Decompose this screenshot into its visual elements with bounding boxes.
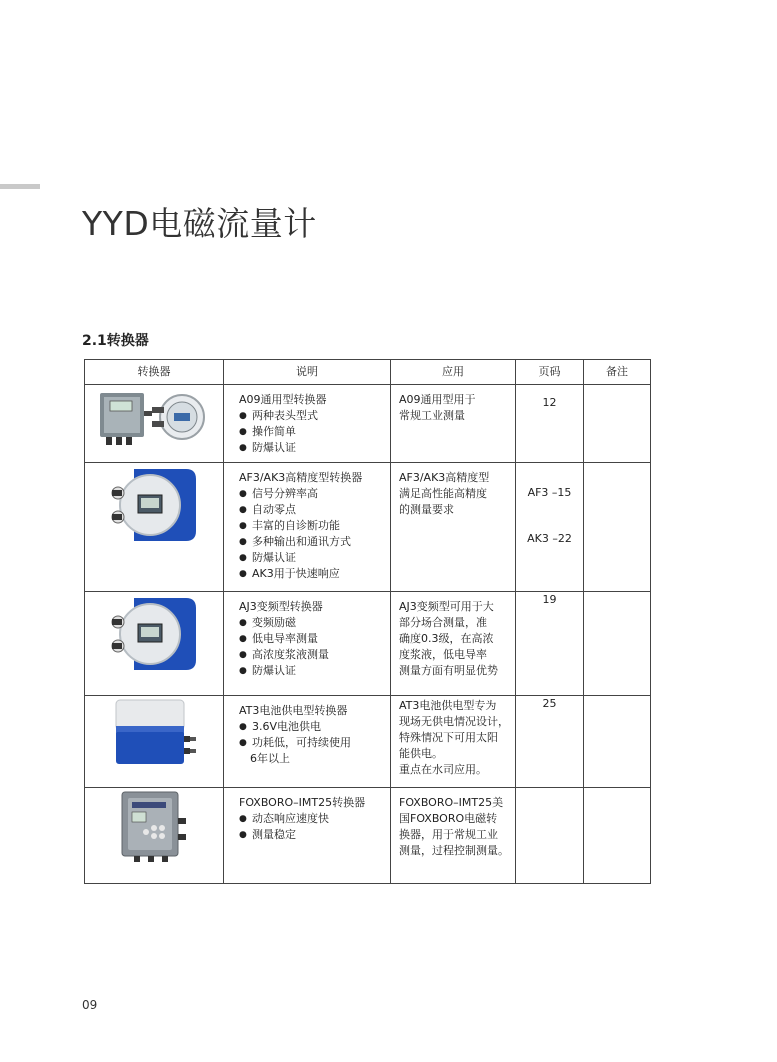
feature-item: ● 动态响应速度快 [239, 811, 382, 827]
table-row [85, 788, 651, 884]
feature-list [239, 486, 382, 582]
side-accent-bar [0, 184, 40, 189]
feature-item: ● AK3用于快速响应 [239, 566, 382, 582]
application-line: 能供电。 [399, 747, 443, 760]
aj3-converter-image [104, 592, 204, 676]
application-line: 满足高性能高精度 [399, 487, 487, 500]
feature-item: ● 两种表头型式 [239, 408, 382, 424]
table-row [85, 696, 651, 788]
feature-list [239, 615, 382, 679]
application-line: AJ3变频型可用于大 [399, 600, 494, 613]
feature-item: ● 变频励磁 [239, 615, 382, 631]
description-cell [224, 788, 391, 884]
feature-item: ● 高浓度浆液测量 [239, 647, 382, 663]
description-title: AJ3变频型转换器 [239, 600, 323, 613]
description-cell [224, 696, 391, 788]
feature-list [239, 408, 382, 456]
application-line: 测量方面有明显优势 [399, 664, 498, 677]
feature-item: ● 防爆认证 [239, 663, 382, 679]
page-title: YYD电磁流量计 [82, 204, 317, 244]
application-cell [391, 788, 516, 884]
feature-item: ● 防爆认证 [239, 440, 382, 456]
page-reference-cell [516, 592, 584, 696]
remark-cell [584, 696, 651, 788]
page-reference-cell [516, 385, 584, 463]
table-row [85, 592, 651, 696]
header-description: 说明 [224, 360, 391, 385]
description-title: A09通用型转换器 [239, 393, 327, 406]
foxboro-imt25-converter-image [114, 788, 194, 864]
header-application: 应用 [391, 360, 516, 385]
application-line: 国FOXBORO电磁转 [399, 812, 498, 825]
application-line: 常规工业测量 [399, 409, 465, 422]
application-line: A09通用型用于 [399, 393, 476, 406]
at3-converter-image [106, 696, 202, 770]
feature-item: ● 3.6V电池供电 [239, 719, 382, 735]
application-cell [391, 696, 516, 788]
page-reference: AK3 –22 [527, 532, 572, 545]
application-line: 特殊情况下可用太阳 [399, 731, 498, 744]
feature-item: ● 自动零点 [239, 502, 382, 518]
remark-cell [584, 463, 651, 592]
header-converter: 转换器 [85, 360, 224, 385]
feature-item: ● 低电导率测量 [239, 631, 382, 647]
section-title: 2.1转换器 [82, 333, 149, 349]
page-reference-cell [516, 463, 584, 592]
converter-table [84, 359, 651, 884]
application-cell [391, 592, 516, 696]
a09-converter-image [94, 385, 214, 449]
af3-ak3-converter-image [104, 463, 204, 547]
feature-item: ● 防爆认证 [239, 550, 382, 566]
feature-item: ● 操作简单 [239, 424, 382, 440]
application-line: AF3/AK3高精度型 [399, 471, 490, 484]
description-cell [224, 385, 391, 463]
remark-cell [584, 788, 651, 884]
converter-image-cell [85, 385, 224, 463]
page-reference: AF3 –15 [527, 486, 572, 499]
feature-item: ● 信号分辨率高 [239, 486, 382, 502]
application-line: 度浆液，低电导率 [399, 648, 487, 661]
application-cell [391, 385, 516, 463]
description-title: AT3电池供电型转换器 [239, 704, 348, 717]
description-title: FOXBORO–IMT25转换器 [239, 796, 366, 809]
page-reference-cell [516, 788, 584, 884]
remark-cell [584, 592, 651, 696]
converter-image-cell [85, 592, 224, 696]
remark-cell [584, 385, 651, 463]
feature-item: ● 功耗低，可持续使用 [239, 735, 382, 751]
application-line: 的测量要求 [399, 503, 454, 516]
application-line: FOXBORO–IMT25美 [399, 796, 504, 809]
application-cell [391, 463, 516, 592]
application-line: 换器，用于常规工业 [399, 828, 498, 841]
table-row [85, 385, 651, 463]
page-reference: 19 [542, 593, 557, 606]
page-reference: 12 [542, 396, 557, 409]
page-number: 09 [82, 998, 98, 1012]
application-line: 重点在水司应用。 [399, 763, 487, 776]
feature-list [239, 719, 382, 751]
description-cell [224, 463, 391, 592]
description-cell [224, 592, 391, 696]
converter-image-cell [85, 696, 224, 788]
converter-image-cell [85, 788, 224, 884]
feature-item: ● 测量稳定 [239, 827, 382, 843]
header-remark: 备注 [584, 360, 651, 385]
feature-item: ● 多种输出和通讯方式 [239, 534, 382, 550]
converter-image-cell [85, 463, 224, 592]
application-line: 部分场合测量，准 [399, 616, 487, 629]
application-line: 现场无供电情况设计， [399, 715, 509, 728]
feature-item: ● 丰富的自诊断功能 [239, 518, 382, 534]
application-line: 测量，过程控制测量。 [399, 844, 509, 857]
header-page: 页码 [516, 360, 584, 385]
table-header-row [85, 360, 651, 385]
feature-item-continuation: 6年以上 [250, 752, 290, 765]
feature-list [239, 811, 382, 843]
table-row [85, 463, 651, 592]
page-reference: 25 [542, 697, 557, 710]
application-line: 确度0.3级，在高浓 [399, 632, 494, 645]
description-title: AF3/AK3高精度型转换器 [239, 471, 363, 484]
page-reference-cell [516, 696, 584, 788]
application-line: AT3电池供电型专为 [399, 699, 497, 712]
